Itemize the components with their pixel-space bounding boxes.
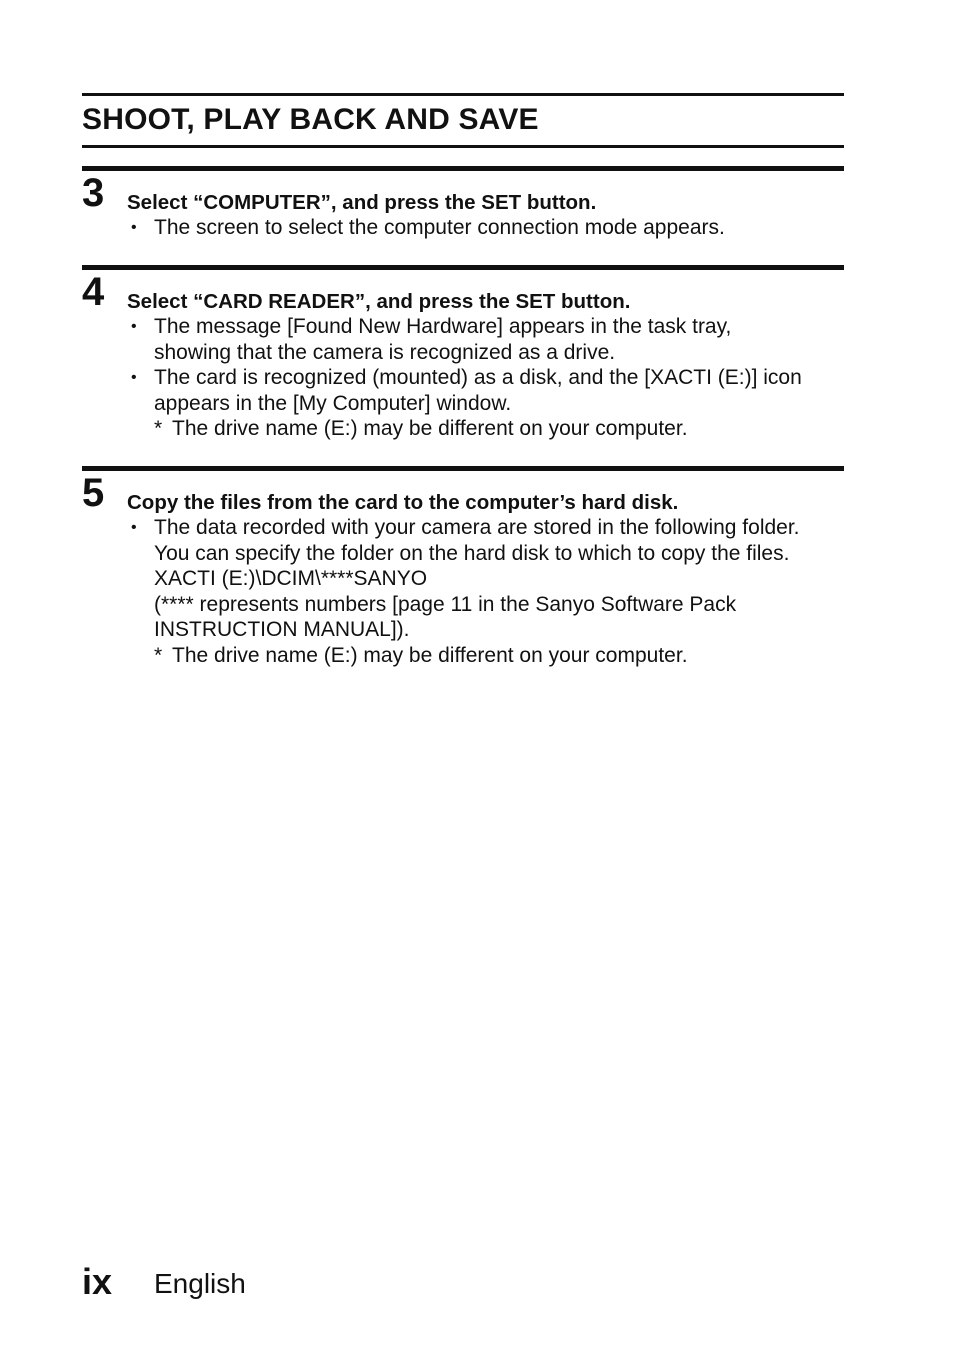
footnote xyxy=(127,643,847,669)
bullet-line: You can specify the folder on the hard disk to which to copy the files. xyxy=(154,541,790,565)
step-bullets xyxy=(127,215,847,241)
page-number: ix xyxy=(82,1261,113,1302)
step-number: 5 xyxy=(82,471,105,515)
bullet-line: The card is recognized (mounted) as a disk, and the [XACTI (E:)] icon xyxy=(154,366,802,390)
bullet-item xyxy=(127,365,847,416)
step-bullets xyxy=(127,314,847,442)
step-3-rule xyxy=(82,166,844,171)
asterisk-icon: * xyxy=(154,643,163,667)
step-heading: Copy the files from the card to the computer’s hard disk. xyxy=(127,491,679,514)
step-number: 3 xyxy=(82,171,105,215)
step-number: 4 xyxy=(82,270,105,314)
step-5-rule xyxy=(82,466,844,471)
language-label: English xyxy=(154,1268,246,1299)
bullet-item xyxy=(127,215,847,241)
section-bottom-rule xyxy=(82,145,844,148)
section-title: SHOOT, PLAY BACK AND SAVE xyxy=(82,103,539,136)
bullet-icon: • xyxy=(131,219,137,236)
bullet-item xyxy=(127,515,847,643)
step-heading: Select “CARD READER”, and press the SET button. xyxy=(127,290,631,313)
bullet-icon: • xyxy=(131,369,137,387)
section-top-rule xyxy=(82,93,844,96)
bullet-item xyxy=(127,314,847,365)
asterisk-icon: * xyxy=(154,417,163,441)
step-4-rule xyxy=(82,265,844,270)
step-heading: Select “COMPUTER”, and press the SET button. xyxy=(127,191,597,214)
footnote-text: The drive name (E:) may be different on your computer. xyxy=(172,643,688,667)
bullet-icon: • xyxy=(131,318,137,335)
bullet-line: The data recorded with your camera are stored in the following folder. xyxy=(154,516,800,539)
bullet-line: (**** represents numbers [page 11 in the Sanyo Software Pack xyxy=(154,592,737,616)
step-bullets xyxy=(127,515,847,669)
bullet-line: INSTRUCTION MANUAL]). xyxy=(154,618,410,642)
bullet-line: The message [Found New Hardware] appears in the task tray, xyxy=(154,315,732,338)
bullet-line: The screen to select the computer connection mode appears. xyxy=(154,216,725,239)
bullet-line: showing that the camera is recognized as a drive. xyxy=(154,340,616,364)
footnote xyxy=(127,416,847,442)
footnote-text: The drive name (E:) may be different on your computer. xyxy=(172,417,688,441)
folder-path: XACTI (E:)\DCIM\****SANYO xyxy=(154,567,428,591)
bullet-icon: • xyxy=(131,519,137,536)
bullet-line: appears in the [My Computer] window. xyxy=(154,391,512,415)
